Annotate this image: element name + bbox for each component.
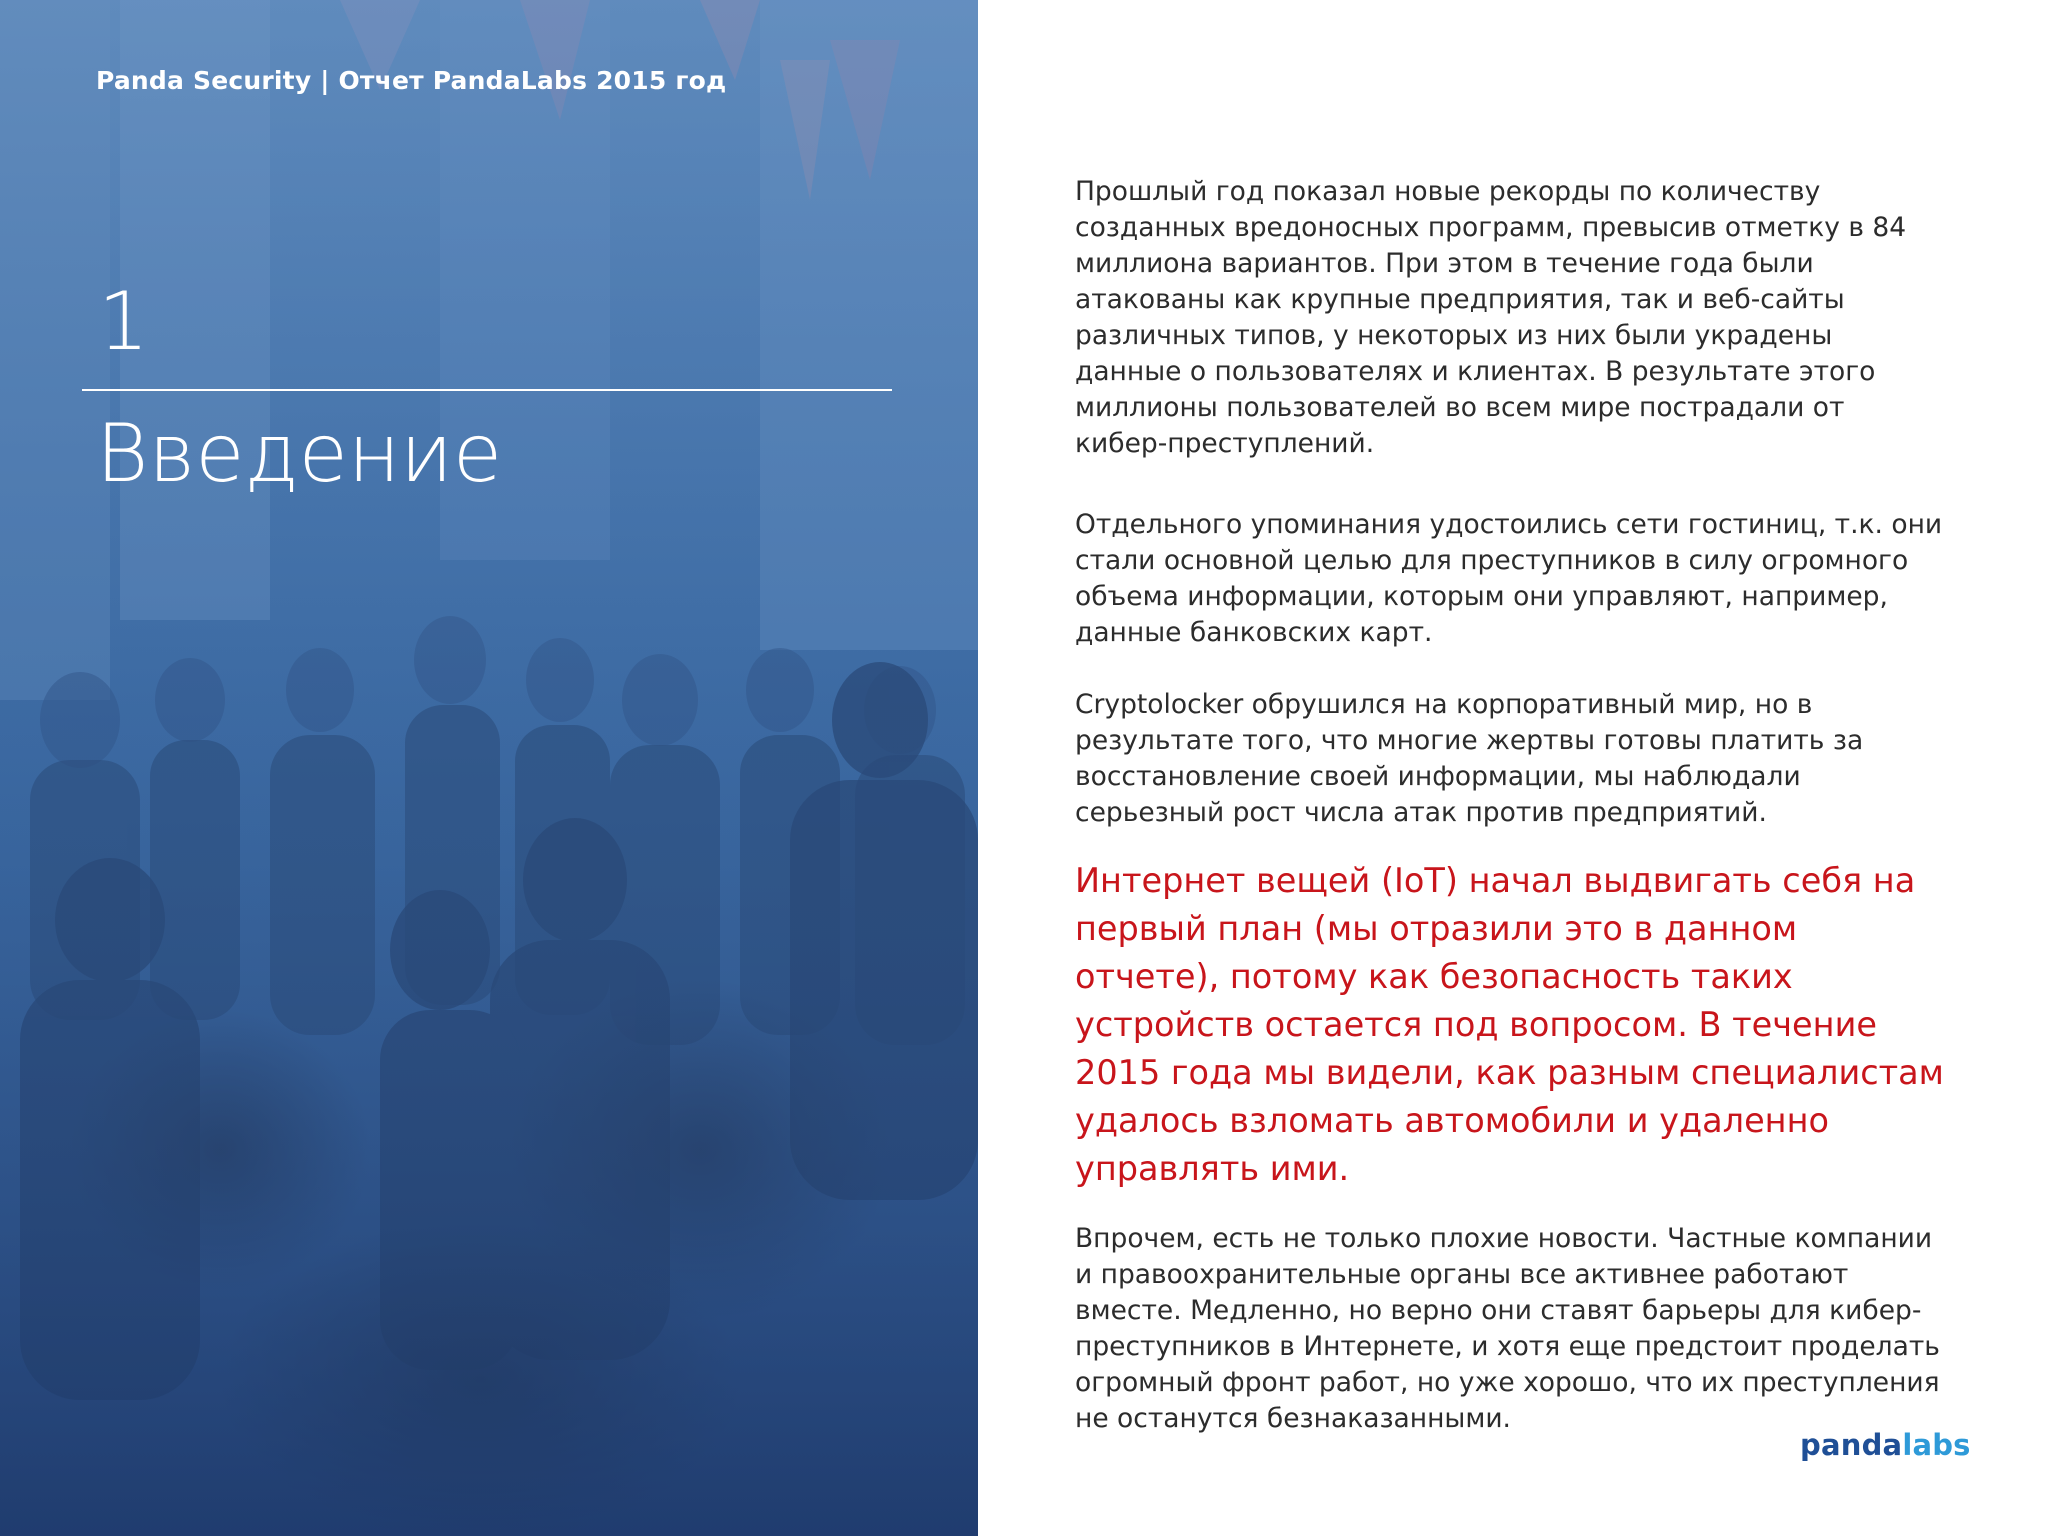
logo-part-labs: labs	[1902, 1428, 1971, 1462]
report-header: Panda Security | Отчет PandaLabs 2015 год	[96, 66, 727, 95]
paragraph-records: Прошлый год показал новые рекорды по количеству созданных вредоносных программ, превысив отметку в 84 миллиона вариантов. При этом в течение года были атакованы как крупные предприятия, так и веб-сайты различных типов, у некоторых из них были украдены данные о пользователях и клиентах. В результате этого миллионы пользователей во всем мире пострадали от кибер-преступлений.	[1075, 176, 1907, 459]
logo-part-panda: panda	[1800, 1428, 1903, 1462]
paragraph-good-news: Впрочем, есть не только плохие новости. Частные компании и правоохранительные органы все активнее работают вместе. Медленно, но верно они ставят барьеры для кибер-преступников в Интернете, и хотя еще предстоит проделать огромный фронт работ, но уже хорошо, что их преступления не останутся безнаказанными.	[1075, 1223, 1940, 1434]
crowd-photo-panel	[0, 0, 978, 1536]
body-text-column	[1075, 174, 1945, 1473]
paragraph-hotels: Отдельного упоминания удостоились сети гостиниц, т.к. они стали основной целью для преступников в силу огромного объема информации, которым они управляют, например, данные банковских карт.	[1075, 509, 1943, 648]
chapter-divider	[82, 389, 892, 391]
chapter-number: 1	[98, 275, 149, 368]
paragraph-cryptolocker: Cryptolocker обрушился на корпоративный мир, но в результате того, что многие жертвы готовы платить за восстановление своей информации, мы наблюдали серьезный рост числа атак против предприятий.	[1075, 689, 1864, 828]
pandalabs-logo	[1800, 1428, 1971, 1462]
chapter-title: Введение	[96, 407, 503, 500]
highlight-iot: Интернет вещей (IoT) начал выдвигать себя на первый план (мы отразили это в данном отчете), потому как безопасность таких устройств остается под вопросом. В течение 2015 года мы видели, как разным специалистам удалось взломать автомобили и удаленно управлять ими.	[1075, 861, 1944, 1188]
crowd-photo	[0, 0, 978, 1536]
